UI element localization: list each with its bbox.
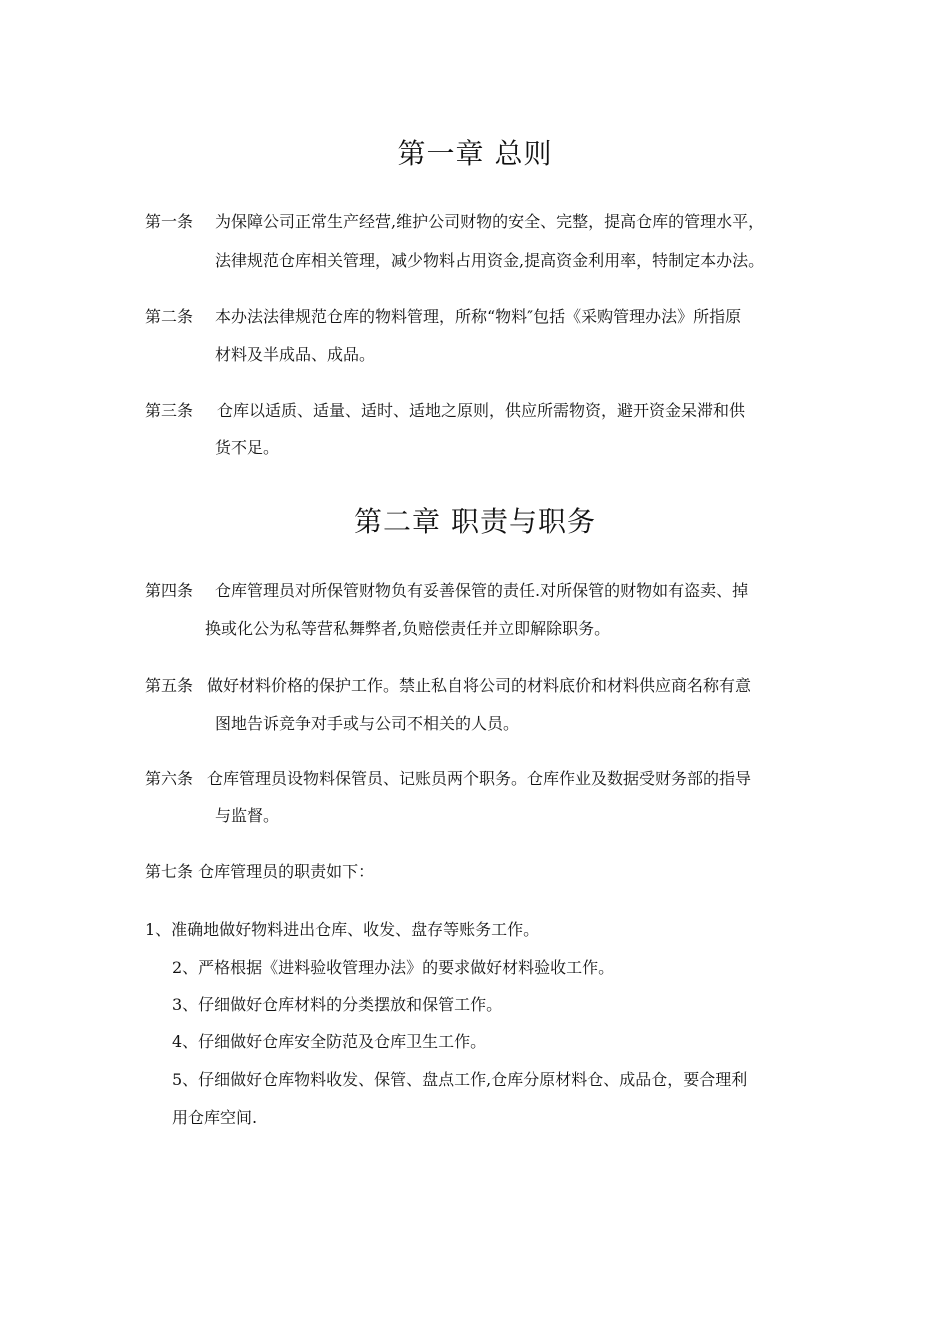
article-4-label: 第四条	[145, 581, 194, 600]
chapter-1-title: 第一章 总则	[397, 137, 553, 170]
article-6-text-1: 仓库管理员设物料保管员、记账员两个职务。仓库作业及数据受财务部的指导	[207, 769, 752, 788]
article-6-label: 第六条	[145, 769, 194, 788]
article-2-text-2: 材料及半成品、成品。	[215, 345, 376, 364]
article-4-line-1	[145, 581, 748, 601]
article-3-label: 第三条	[145, 401, 194, 420]
article-3-text-2: 货不足。	[215, 438, 280, 457]
article-3-line-1	[145, 401, 745, 421]
article-2-text-1: 本办法法律规范仓库的物料管理，所称“物料″包括《采购管理办法》所指原	[215, 307, 742, 326]
article-1-text-1: 为保障公司正常生产经营,维护公司财物的安全、完整，提高仓库的管理水平，	[215, 212, 765, 231]
article-1-text-2: 法律规范仓库相关管理，减少物料占用资金,提高资金利用率，特制定本办法。	[215, 251, 765, 270]
article-7: 第七条 仓库管理员的职责如下：	[145, 862, 375, 881]
duty-item-3: 3、仔细做好仓库材料的分类摆放和保管工作。	[172, 995, 503, 1014]
article-5-text-2: 图地告诉竞争对手或与公司不相关的人员。	[215, 714, 520, 733]
article-6-text-2: 与监督。	[215, 806, 280, 825]
duty-item-5: 5、仔细做好仓库物料收发、保管、盘点工作,仓库分原材料仓、成品仓，要合理利	[172, 1070, 748, 1089]
article-2-label: 第二条	[145, 307, 194, 326]
article-3-text-1: 仓库以适质、适量、适时、适地之原则，供应所需物资，避开资金呆滞和供	[217, 401, 746, 420]
article-1-line-1	[145, 212, 764, 232]
article-6-line-1	[145, 769, 751, 789]
article-5-label: 第五条	[145, 676, 194, 695]
article-5-text-1: 做好材料价格的保护工作。禁止私自将公司的材料底价和材料供应商名称有意	[207, 676, 752, 695]
article-5-line-1	[145, 676, 751, 696]
duty-item-4: 4、仔细做好仓库安全防范及仓库卫生工作。	[172, 1032, 487, 1051]
duty-item-1: 1、准确地做好物料进出仓库、收发、盘存等账务工作。	[145, 920, 540, 939]
chapter-2-title: 第二章 职责与职务	[354, 505, 596, 538]
article-2-line-1	[145, 307, 741, 327]
duty-item-5-line-2: 用仓库空间.	[172, 1108, 258, 1127]
duty-item-2: 2、严格根据《进料验收管理办法》的要求做好材料验收工作。	[172, 958, 615, 977]
article-4-text-1: 仓库管理员对所保管财物负有妥善保管的责任.对所保管的财物如有盗卖、掉	[215, 581, 749, 600]
article-1-label: 第一条	[145, 212, 194, 231]
article-4-text-2: 换或化公为私等营私舞弊者,负赔偿责任并立即解除职务。	[205, 619, 611, 638]
